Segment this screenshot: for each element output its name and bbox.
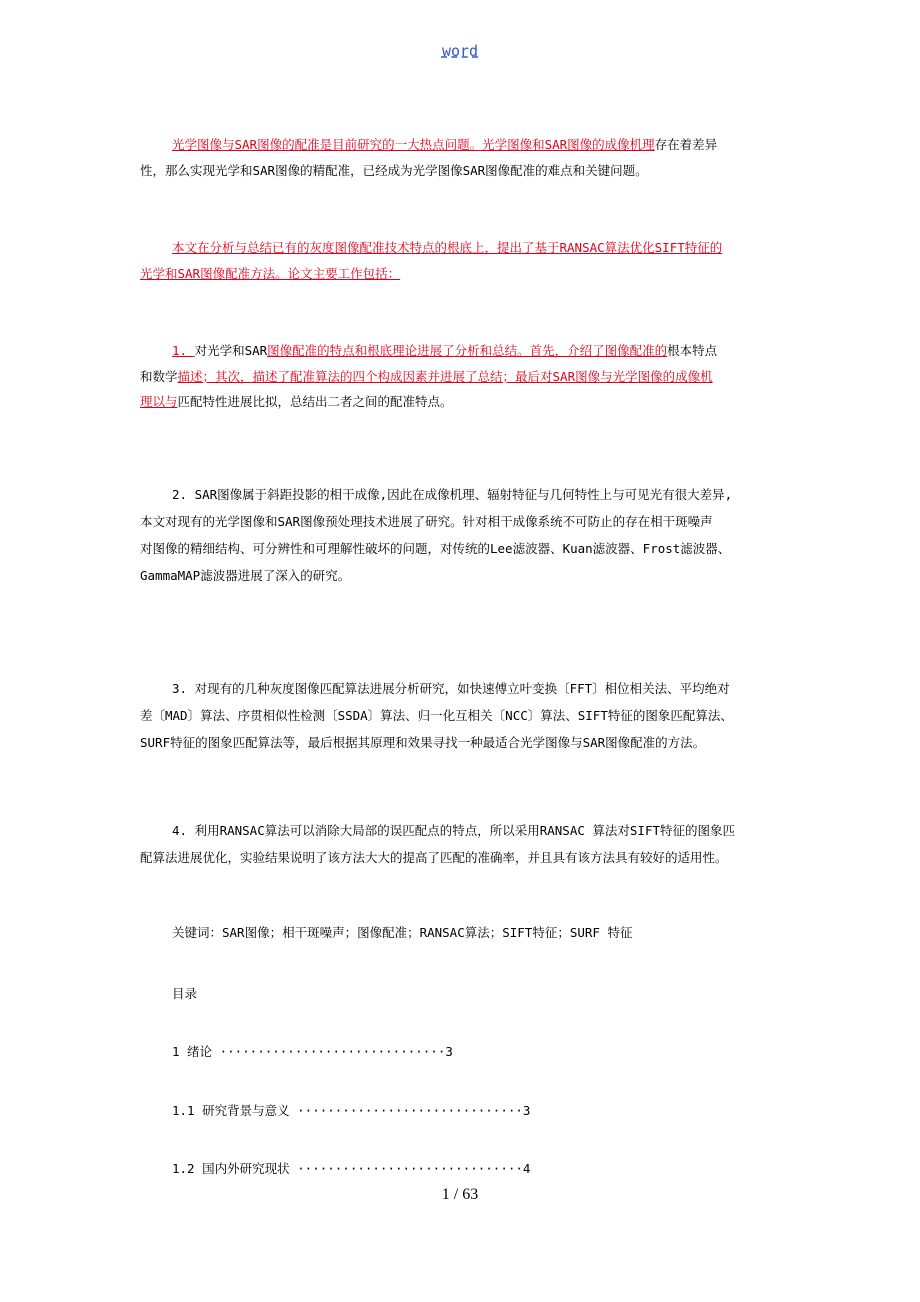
keywords-text: 关键词：SAR图像；相干斑噪声；图像配准；RANSAC算法；SIFT特征；SURF 特征 [172,925,633,940]
abstract-p2-line-1 [140,235,784,261]
toc-page-number: 4 [522,1161,531,1176]
highlighted-text: 本文在分析与总结已有的灰度图像配准技术特点的根底上，提出了基于RANSAC算法优化SIFT特征的 [172,240,723,255]
abstract-p2-line-2 [140,261,784,287]
highlighted-text: 理以与 [140,394,178,409]
body-text: 根本特点 [667,343,718,358]
toc-page-number: 3 [445,1044,453,1059]
work-item-1-line-2 [140,364,784,390]
toc-title: 目录 [172,986,198,1001]
work-item-2-line-1: 2. SAR图像属于斜距投影的相干成像,因此在成像机理、辐射特征与几何特性上与可见光有很大差异, [172,487,733,502]
abstract-p1-line-2: 性，那么实现光学和SAR图像的精配准，已经成为光学图像SAR图像配准的难点和关键问题。 [140,162,648,178]
abstract-paragraph-1 [140,132,784,183]
work-item-1-line-1 [140,338,784,364]
highlighted-text: 图像配准的特点和根底理论进展了分析和总结。首先，介绍了图像配准的 [267,343,668,358]
highlighted-text: 光学和SAR图像配准方法。论文主要工作包括： [140,265,401,281]
toc-leader-dots: ······························ [297,1103,523,1118]
body-text: 和数学 [140,368,178,384]
toc-entry-label: 1.1 研究背景与意义 [172,1103,298,1118]
toc-entry[interactable] [172,1042,453,1060]
work-item-2-line-3: 对图像的精细结构、可分辨性和可理解性破坏的问题，对传统的Lee滤波器、Kuan滤波器、Frost滤波器、 [140,541,731,557]
work-item-3-line-1: 3. 对现有的几种灰度图像匹配算法进展分析研究，如快速傅立叶变换〔FFT〕相位相关法、平均绝对 [172,681,730,696]
body-text: 对光学和SAR [194,343,268,358]
work-item-2-line-2: 本文对现有的光学图像和SAR图像预处理技术进展了研究。针对相干成像系统不可防止的存在相干斑噪声 [140,514,713,530]
highlighted-text: 光学图像与SAR图像的配准是目前研究的一大热点问题。光学图像和SAR图像的成像机理 [172,137,655,152]
work-item-4-line-2: 配算法进展优化，实验结果说明了该方法大大的提高了匹配的准确率，并且具有该方法具有较好的适用性。 [140,850,728,866]
work-item-2 [140,482,784,589]
work-item-4-line-1: 4. 利用RANSAC算法可以消除大局部的误匹配点的特点，所以采用RANSAC 算法对SIFT特征的图象匹 [172,823,736,838]
abstract-paragraph-2 [140,235,784,286]
work-item-3 [140,676,784,756]
keywords [140,920,784,946]
toc-entry-label: 1 绪论 [172,1044,220,1059]
page-indicator: 1 / 63 [441,1186,479,1203]
toc-entry-label: 1.2 国内外研究现状 [172,1161,298,1176]
work-item-3-line-2: 差〔MAD〕算法、序贯相似性检测〔SSDA〕算法、归一化互相关〔NCC〕算法、SIFT特征的图象匹配算法、 [140,708,733,724]
toc-leader-dots: ······························ [297,1161,523,1176]
list-number: 1. [172,343,195,358]
body-text: 存在着差异 [654,137,718,152]
toc-page-number: 3 [522,1103,531,1118]
abstract-p1-line-1 [140,132,784,158]
work-item-2-line-4: GammaMAP滤波器进展了深入的研究。 [140,568,351,584]
highlighted-text: 描述；其次，描述了配准算法的四个构成因素并进展了总结；最后对SAR图像与光学图像的成像机 [177,368,713,384]
work-item-1-line-3 [140,389,784,415]
body-text: 匹配特性进展比拟，总结出二者之间的配准特点。 [177,394,453,409]
toc-entry[interactable] [172,1101,530,1119]
header-word-link[interactable]: word [441,42,479,60]
toc-entry[interactable] [172,1159,530,1177]
work-item-4 [140,818,784,871]
toc-leader-dots: ······························ [219,1044,446,1059]
work-item-3-line-3: SURF特征的图象匹配算法等，最后根据其原理和效果寻找一种最适合光学图像与SAR图像配准的方法。 [140,735,706,751]
work-item-1 [140,338,784,415]
